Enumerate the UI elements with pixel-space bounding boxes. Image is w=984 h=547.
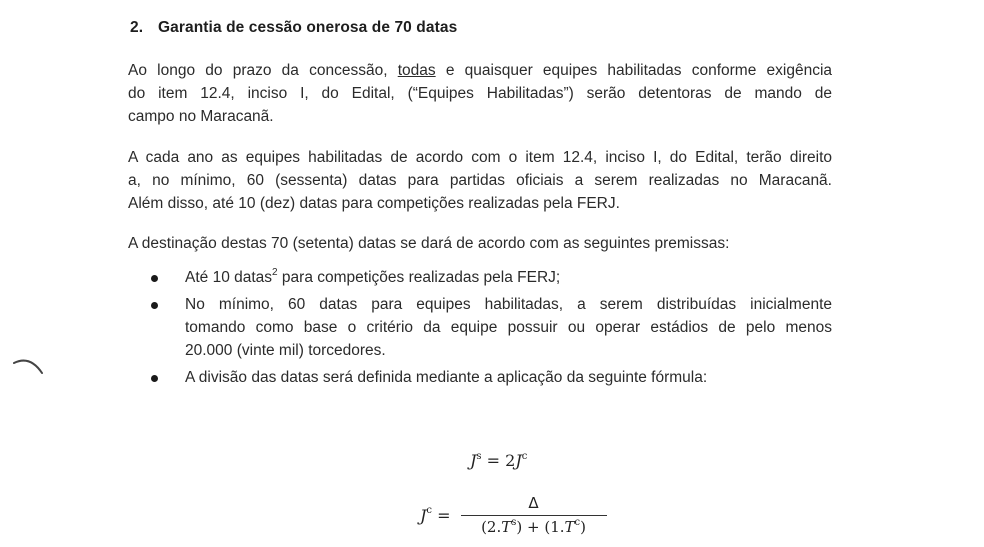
paragraph-line: A cada ano as equipes habilitadas de acordo com o item 12.4, inciso I, do Edital, terão direito xyxy=(128,149,832,166)
section-number: 2. xyxy=(130,19,144,36)
paragraph-destinacao xyxy=(128,232,832,255)
bullet-icon xyxy=(151,302,158,309)
section-heading xyxy=(130,19,457,37)
footnote-ref: 2 xyxy=(272,266,278,278)
fraction-numerator: Δ xyxy=(528,494,539,512)
margin-arc-mark xyxy=(12,355,46,379)
list-item: A divisão das datas será definida mediante a aplicação da seguinte fórmula: xyxy=(148,366,832,389)
paragraph-line: A destinação destas 70 (setenta) datas se dará de acordo com as seguintes premissas: xyxy=(128,235,730,252)
fraction xyxy=(461,494,607,536)
paragraph-mando-de-campo xyxy=(128,59,832,128)
bullet-icon xyxy=(151,275,158,282)
paragraph-line: Ao longo do prazo da concessão, todas e quaisquer equipes habilitadas conforme exigência xyxy=(128,62,833,79)
bullet-icon xyxy=(151,375,158,382)
list-item: No mínimo, 60 datas para equipes habilitadas, a serem distribuídas inicialmente tomando como base o critério da equipe possuir ou operar estádios de pelo menos 20.000 (vinte mil) torcedores. xyxy=(148,293,832,362)
paragraph-line: do item 12.4, inciso I, do Edital, (“Equipes Habilitadas”) serão detentoras de mando de xyxy=(128,85,832,102)
formula-js: $J^s = 2J^c$ xyxy=(470,450,528,470)
premissas-list xyxy=(148,266,832,393)
paragraph-line: a, no mínimo, 60 (sessenta) datas para partidas oficiais a serem realizadas no Maracanã. xyxy=(128,172,832,189)
paragraph-datas-anuais xyxy=(128,146,832,215)
list-item: Até 10 datas$^2$ para competições realizadas pela FERJ; xyxy=(148,266,832,289)
formula-jc: $J^c$ = $\frac{\Delta}{(2.T^s) + (1.T^c)}$ xyxy=(420,494,607,536)
section-title: Garantia de cessão onerosa de 70 datas xyxy=(158,19,458,36)
underlined-word: todas xyxy=(397,62,436,79)
fraction-denominator: $(2.T^s) + (1.T^c)$ xyxy=(481,517,586,536)
paragraph-line: campo no Maracanã. xyxy=(128,108,274,125)
paragraph-line: Além disso, até 10 (dez) datas para competições realizadas pela FERJ. xyxy=(128,195,620,212)
